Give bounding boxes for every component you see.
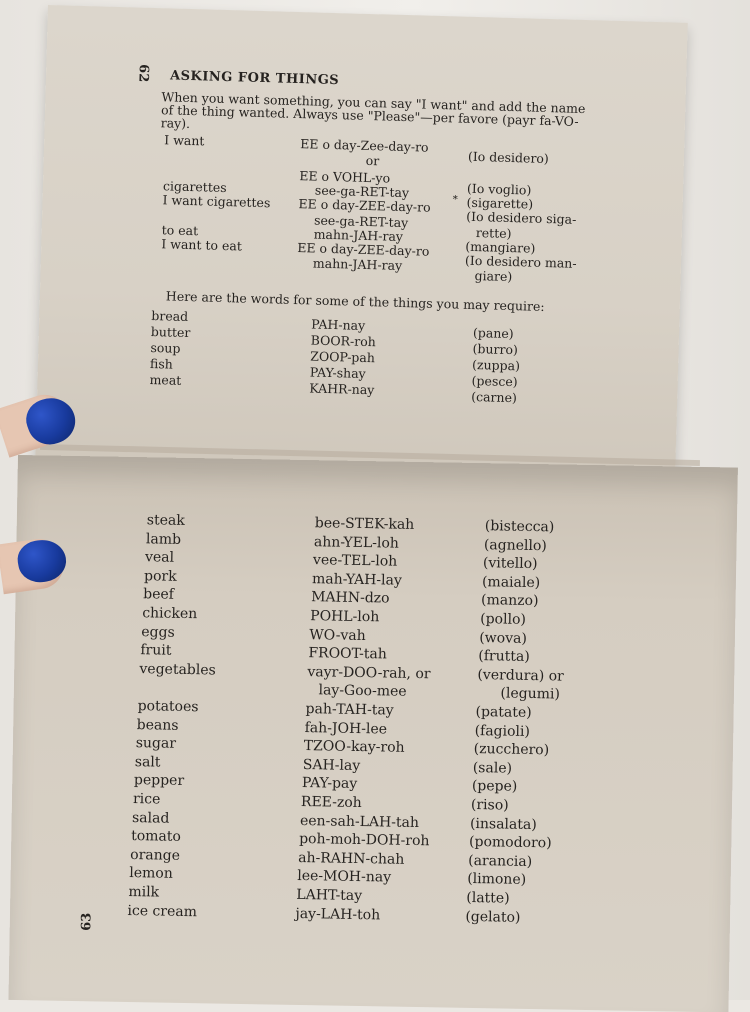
page-heading: ASKING FOR THINGS	[169, 68, 340, 89]
word-italian: (patate)	[475, 704, 532, 722]
phrase-english: I want cigarettes	[162, 192, 271, 211]
word-english: ice cream	[127, 902, 198, 920]
page-number: 63	[79, 912, 95, 931]
word-english: salad	[131, 809, 170, 827]
word-italian: (wova)	[479, 629, 527, 647]
word-italian: (zucchero)	[473, 741, 550, 759]
word-english: sugar	[135, 735, 177, 752]
word-english: salt	[134, 753, 161, 771]
word-pronunciation: ZOOP-pah	[310, 348, 376, 366]
word-italian: (pomodoro)	[468, 834, 552, 852]
phrase-pronunciation: EE o VOHL-yo	[299, 168, 391, 186]
page-62	[35, 5, 688, 493]
word-italian: (carne)	[471, 388, 518, 406]
phrase-italian: (mangiare)	[465, 238, 536, 256]
phrase-italian: (sigarette)	[466, 194, 534, 212]
word-english: butter	[150, 324, 191, 341]
phrase-english: I want	[164, 132, 205, 149]
word-pronunciation: MAHN-dzo	[311, 589, 390, 607]
phrase-italian: (Io voglio)	[466, 180, 532, 198]
word-italian: (burro)	[472, 340, 519, 358]
word-english: rice	[132, 791, 161, 808]
word-english: veal	[144, 549, 175, 566]
word-english: chicken	[142, 605, 198, 623]
word-pronunciation: PAY-pay	[301, 775, 358, 793]
page-63	[8, 455, 737, 1012]
word-italian: (limone)	[467, 871, 527, 889]
phrase-pronunciation: EE o day-ZEE-day-ro	[297, 240, 430, 259]
phrase-italian: (Io desidero man-	[464, 252, 577, 271]
word-english: pepper	[133, 772, 185, 790]
word-pronunciation: jay-LAH-toh	[295, 905, 381, 923]
word-english: bread	[151, 308, 189, 325]
word-italian: (latte)	[466, 889, 510, 907]
phrase-english: I want to eat	[161, 236, 243, 254]
word-english: beans	[136, 716, 179, 734]
word-english: beef	[143, 586, 175, 604]
word-italian: (pane)	[472, 324, 514, 342]
word-pronunciation: PAH-nay	[310, 316, 366, 333]
word-italian: (verdura) or	[477, 666, 564, 685]
word-italian: (pepe)	[471, 778, 518, 796]
phrase-pronunciation: mahn-JAH-ray	[312, 255, 403, 273]
word-italian: (vitello)	[482, 555, 538, 573]
word-pronunciation: LAHT-tay	[296, 886, 363, 905]
word-italian: (agnello)	[483, 536, 547, 554]
phrase-italian: (Io desidero)	[467, 148, 550, 167]
word-english: vegetables	[139, 660, 216, 679]
word-english: fish	[149, 355, 174, 372]
phrase-pronunciation: see-ga-RET-tay	[313, 212, 409, 231]
word-pronunciation: lay-Goo-mee	[318, 682, 407, 701]
word-italian: (riso)	[470, 796, 509, 814]
word-pronunciation: ahn-YEL-loh	[313, 533, 400, 552]
phrase-italian: rette)	[475, 225, 512, 242]
word-pronunciation: WO-vah	[309, 626, 366, 644]
word-pronunciation: poh-moh-DOH-roh	[298, 831, 430, 850]
word-english: soup	[150, 339, 181, 356]
word-pronunciation: PAY-shay	[309, 364, 366, 382]
word-pronunciation: TZOO-kay-roh	[303, 738, 405, 756]
phrase-pronunciation: EE o day-ZEE-day-ro	[298, 196, 431, 215]
word-italian: (manzo)	[480, 592, 539, 610]
phrase-english: cigarettes	[162, 178, 227, 196]
word-pronunciation: BOOR-roh	[310, 332, 377, 350]
word-pronunciation: een-sah-LAH-tah	[299, 812, 420, 831]
word-pronunciation: vee-TEL-loh	[312, 552, 398, 570]
word-italian: (frutta)	[478, 648, 530, 666]
word-pronunciation: REE-zoh	[300, 793, 362, 812]
page-number: 62	[135, 63, 151, 83]
word-pronunciation: bee-STEK-kah	[314, 515, 415, 533]
word-italian: (arancia)	[468, 852, 533, 870]
word-english: lamb	[145, 530, 182, 548]
asterisk-mark: *	[452, 194, 458, 206]
phrase-pronunciation: EE o day-Zee-day-ro	[300, 136, 429, 155]
word-english: steak	[146, 512, 185, 529]
intro-paragraph: When you want something, you can say "I want" and add the name of the thing wanted. Always use "Please"—per favore (payr fa-VO-ray).	[160, 89, 586, 132]
word-italian: (sale)	[472, 759, 513, 777]
word-italian: (zuppa)	[471, 356, 521, 374]
word-english: tomato	[131, 828, 182, 846]
word-italian: (insalata)	[469, 815, 537, 833]
word-pronunciation: vayr-DOO-rah, or	[307, 663, 431, 683]
word-pronunciation: FROOT-tah	[308, 645, 387, 663]
phrase-italian: (Io desidero siga-	[466, 208, 577, 227]
word-italian: (fagioli)	[474, 722, 531, 740]
word-pronunciation: fah-JOH-lee	[304, 719, 388, 738]
phrase-italian: giare)	[474, 268, 513, 285]
phrase-pronunciation: see-ga-RET-tay	[314, 182, 410, 201]
word-pronunciation: lee-MOH-nay	[297, 868, 392, 886]
word-english: meat	[149, 371, 182, 388]
word-english: lemon	[129, 865, 173, 883]
word-italian: (legumi)	[500, 685, 561, 703]
word-english: pork	[143, 568, 177, 585]
word-pronunciation: pah-TAH-tay	[305, 701, 394, 719]
word-italian: (pesce)	[471, 372, 518, 390]
phrase-pronunciation: or	[365, 152, 380, 169]
word-pronunciation: POHL-loh	[310, 608, 380, 626]
subheading: Here are the words for some of the things you may require:	[165, 288, 545, 314]
word-english: orange	[130, 846, 181, 864]
word-english: eggs	[141, 623, 175, 641]
word-english: potatoes	[137, 698, 199, 716]
word-italian: (gelato)	[465, 908, 521, 926]
word-italian: (pollo)	[480, 611, 527, 628]
word-italian: (bistecca)	[484, 518, 555, 536]
word-italian: (maiale)	[481, 573, 541, 591]
phrase-pronunciation: mahn-JAH-ray	[313, 226, 404, 244]
word-pronunciation: ah-RAHN-chah	[298, 849, 405, 868]
word-pronunciation: SAH-lay	[302, 756, 361, 774]
word-english: milk	[128, 883, 160, 901]
word-english: fruit	[140, 642, 172, 659]
word-pronunciation: KAHR-nay	[309, 380, 375, 398]
phrase-english: to eat	[161, 222, 199, 239]
word-pronunciation: mah-YAH-lay	[311, 570, 402, 589]
